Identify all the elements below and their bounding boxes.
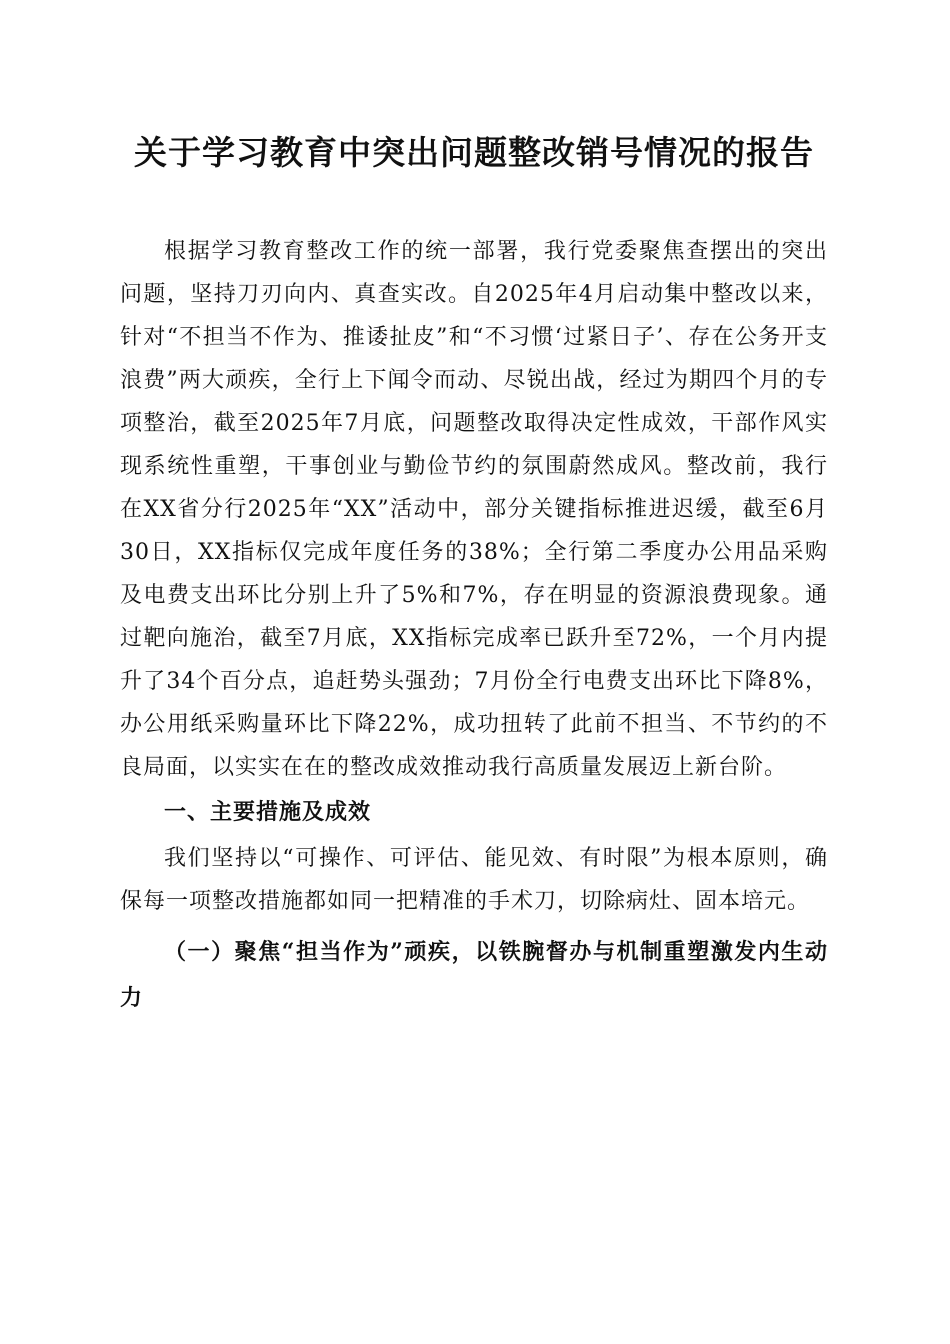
subsection-heading-1: （一）聚焦“担当作为”顽疾，以铁腕督办与机制重塑激发内生动力 (120, 939, 828, 1011)
intro-paragraph: 根据学习教育整改工作的统一部署，我行党委聚焦查摆出的突出问题，坚持刀刃向内、真查实改。自2025年4月启动集中整改以来，针对“不担当不作为、推诿扯皮”和“不习惯‘过紧日子’、存在公务开支浪费”两大顽疾，全行上下闻令而动、尽锐出战，经过为期四个月的专项整治，截至2025年7月底，问题整改取得决定性成效，干部作风实现系统性重塑，干事创业与勤俭节约的氛围蔚然成风。整改前，我行在XX省分行2025年“XX”活动中，部分关键指标推进迟缓，截至6月30日，XX指标仅完成年度任务的38%；全行第二季度办公用品采购及电费支出环比分别上升了5%和7%，存在明显的资源浪费现象。通过靶向施治，截至7月底，XX指标完成率已跃升至72%，一个月内提升了34个百分点，追赶势头强劲；7月份全行电费支出环比下降8%，办公用纸采购量环比下降22%，成功扭转了此前不担当、不节约的不良局面，以实实在在的整改成效推动我行高质量发展迈上新台阶。 (120, 239, 828, 780)
section-1-paragraph: 我们坚持以“可操作、可评估、能见效、有时限”为根本原则，确保每一项整改措施都如同一把精准的手术刀，切除病灶、固本培元。 (120, 846, 828, 914)
document-page (120, 128, 828, 1021)
section-heading-1: 一、主要措施及成效 (164, 800, 372, 825)
document-title: 关于学习教育中突出问题整改销号情况的报告 (134, 133, 814, 172)
